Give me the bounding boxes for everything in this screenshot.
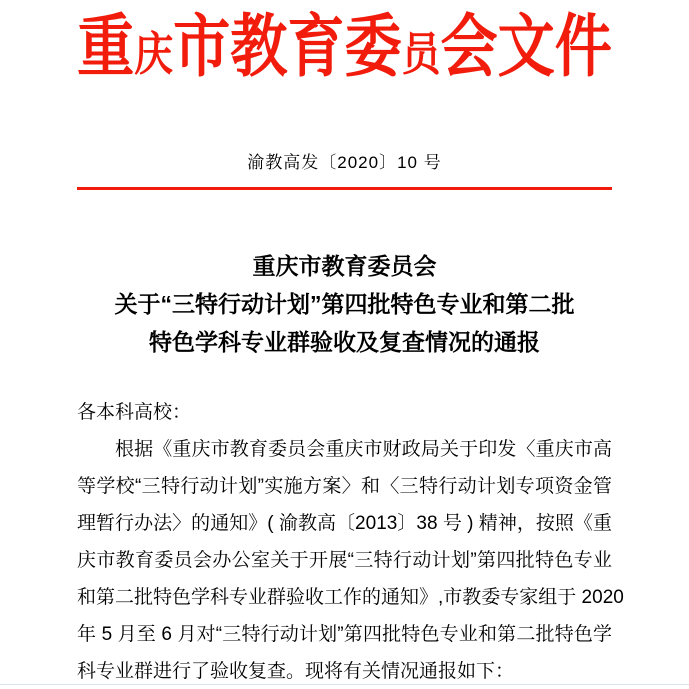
- banner-segment: 会文件: [440, 9, 612, 85]
- salutation: 各本科高校：: [77, 402, 192, 423]
- paragraph-line: 年 5 月至 6 月对“三特行动计划”第四批特色专业和第二批特色学: [77, 624, 612, 645]
- banner-segment: 重: [77, 9, 135, 85]
- body-text: [0, 394, 689, 689]
- paragraph-line: 根据《重庆市教育委员会重庆市财政局关于印发〈重庆市高: [115, 439, 612, 460]
- banner-segment-small: 员: [401, 28, 441, 80]
- doc-number: 渝教高发〔2020〕10 号: [247, 153, 442, 172]
- paragraph-line: 科专业群进行了验收复查。现将有关情况通报如下：: [77, 661, 515, 682]
- paragraph-line: 和第二批特色学科专业群验收工作的通知》,市教委专家组于 2020: [77, 587, 624, 608]
- viewer-edge-line: [0, 684, 689, 685]
- banner-segment-small: 庆: [134, 28, 174, 80]
- document-title-line-2: 关于“三特行动计划”第四批特色专业和第二批: [114, 291, 575, 317]
- document-title: [0, 247, 689, 361]
- banner-segment: 市教育委: [173, 9, 402, 85]
- agency-banner-title: [55, 6, 634, 95]
- document-title-line-3: 特色学科专业群验收及复查情况的通报: [149, 329, 540, 355]
- document-header: [0, 6, 689, 190]
- paragraph-line: 庆市教育委员会办公室关于开展“三特行动计划”第四批特色专业: [77, 550, 612, 571]
- red-divider-line: [77, 187, 612, 190]
- paragraph-line: 理暂行办法〉的通知》( 渝教高〔2013〕38 号 ) 精神，按照《重: [77, 513, 612, 534]
- document-body: [0, 247, 689, 689]
- paragraph-line: 等学校“三特行动计划”实施方案〉和〈三特行动计划专项资金管: [77, 476, 612, 497]
- document-title-line-1: 重庆市教育委员会: [252, 253, 437, 279]
